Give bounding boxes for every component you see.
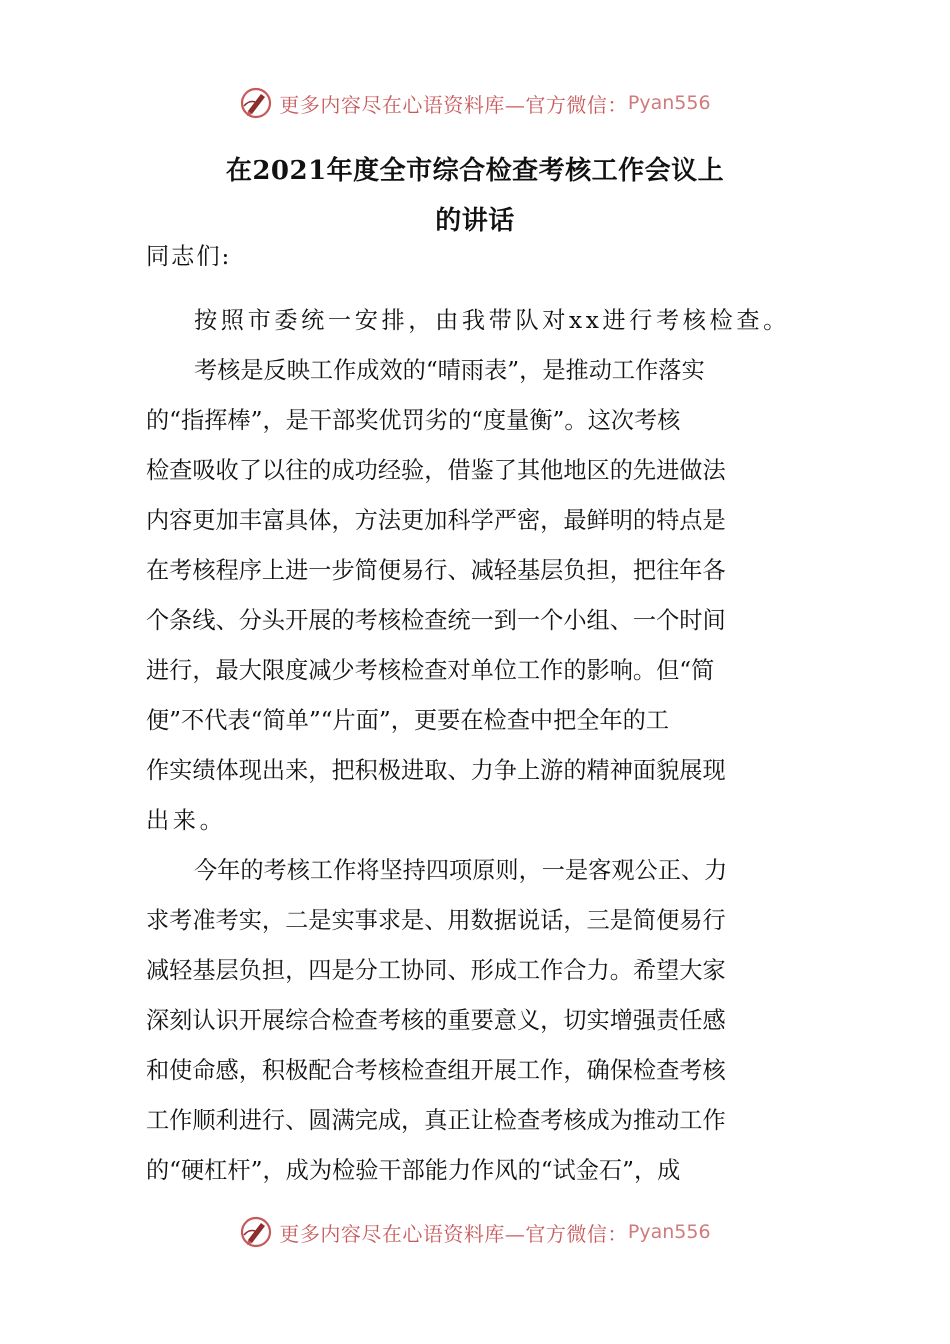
header-banner[interactable] (0, 80, 950, 126)
body-line: 内容更加丰富具体，方法更加科学严密，最鲜明的特点是 (146, 507, 726, 534)
body-line: 减轻基层负担，四是分工协同、形成工作合力。希望大家 (146, 957, 726, 984)
banner-wechat-id: Pyan556 (627, 1221, 711, 1243)
banner-text: 更多内容尽在心语资料库—官方微信： (279, 1221, 628, 1246)
body-line: 按照市委统一安排，由我带队对xx进行考核检查。 (194, 307, 790, 334)
body-line: 今年的考核工作将坚持四项原则，一是客观公正、力 (194, 857, 728, 884)
body-line: 在考核程序上进一步简便易行、减轻基层负担，把往年各 (146, 557, 726, 584)
body-line: 检查吸收了以往的成功经验，借鉴了其他地区的先进做法 (146, 457, 726, 484)
footer-banner[interactable] (0, 1209, 950, 1255)
document-title-line-2: 的讲话 (435, 206, 515, 236)
body-line: 个条线、分头开展的考核检查统一到一个小组、一个时间 (146, 607, 726, 634)
body-line: 作实绩体现出来，把积极进取、力争上游的精神面貌展现 (146, 757, 726, 784)
body-line: 工作顺利进行、圆满完成，真正让检查考核成为推动工作 (146, 1107, 726, 1134)
pen-quill-logo-icon (239, 86, 273, 120)
greeting: 同志们: (146, 243, 232, 270)
body-line: 求考准考实，二是实事求是、用数据说话，三是简便易行 (146, 907, 726, 934)
banner-wechat-id: Pyan556 (627, 92, 711, 114)
body-line: 便”不代表“简单”“片面”，更要在检查中把全年的工 (146, 707, 670, 734)
pen-quill-logo-icon (239, 1215, 273, 1249)
body-line: 的“硬杠杆”，成为检验干部能力作风的“试金石”，成 (146, 1157, 681, 1184)
document-title-line-1: 在2021年度全市综合检查考核工作会议上 (225, 156, 725, 186)
body-line: 深刻认识开展综合检查考核的重要意义，切实增强责任感 (146, 1007, 726, 1034)
body-line: 进行，最大限度减少考核检查对单位工作的影响。但“简 (146, 657, 715, 684)
body-line: 和使命感，积极配合考核检查组开展工作，确保检查考核 (146, 1057, 726, 1084)
body-line: 出来。 (146, 807, 227, 834)
body-line: 的“指挥棒”，是干部奖优罚劣的“度量衡”。这次考核 (146, 407, 681, 434)
body-line: 考核是反映工作成效的“晴雨表”，是推动工作落实 (194, 357, 705, 384)
banner-text: 更多内容尽在心语资料库—官方微信： (279, 92, 628, 117)
